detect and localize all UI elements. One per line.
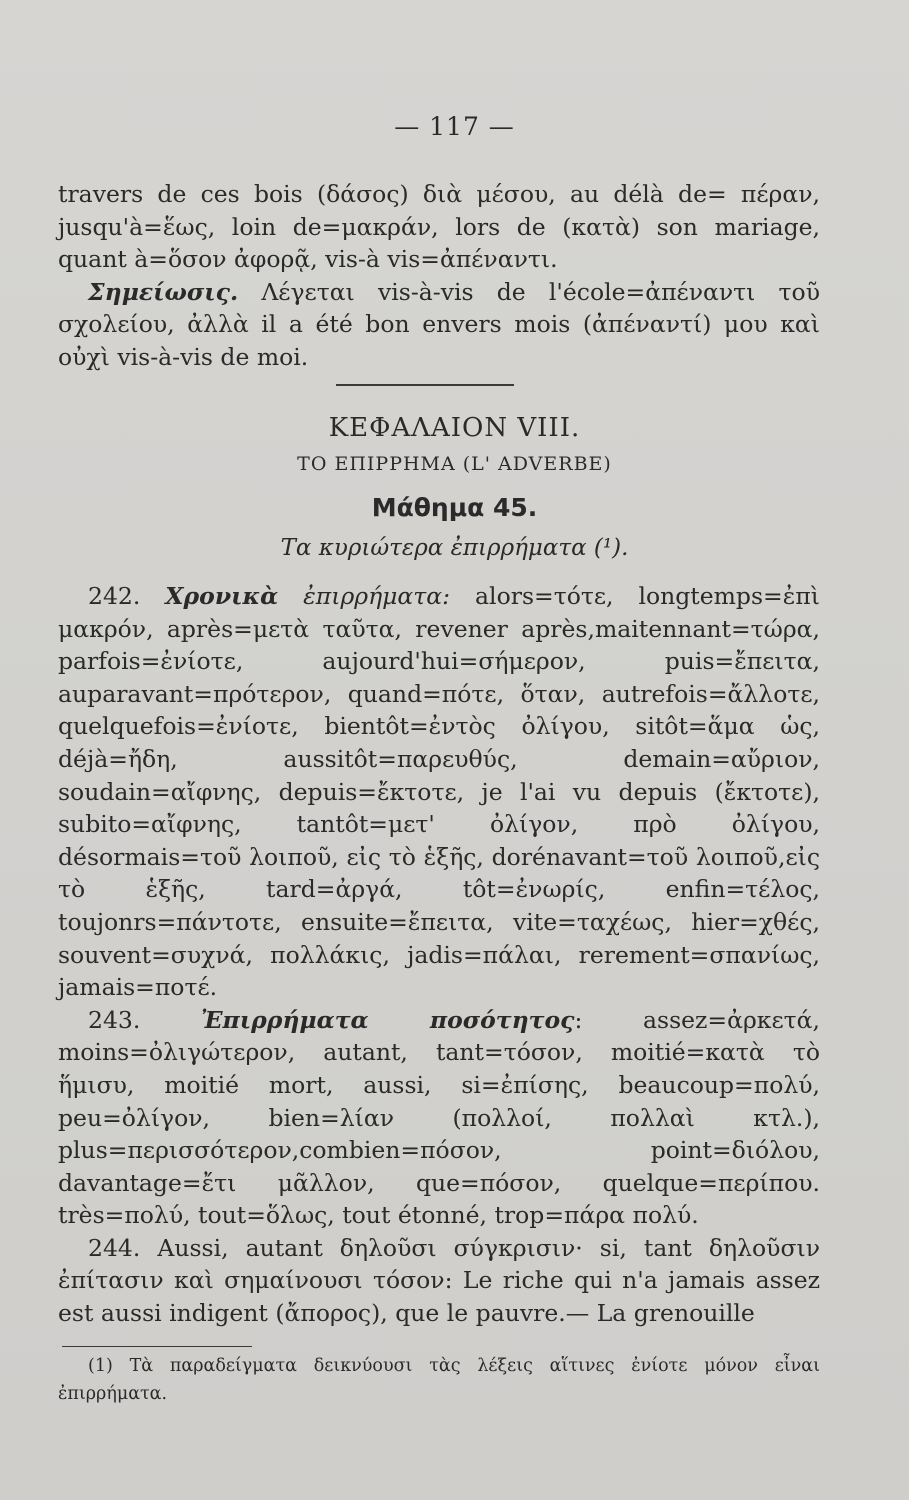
section-text: assez=ἀρκετά, moins=ὀλιγώτερον, autant, tant=τόσον, moitié=κατὰ τὸ ἥμισυ, moitié mort, aussi, si=ἐπίσης, beaucoup=πολύ, peu=ὀλίγον, bien=λίαν (πολλοί, πολλαὶ κτλ.), plus=περισσότερον,combien=πόσον, point=διόλου, davantage=ἔτι μᾶλλον, que=πόσον, quelque=περίπου. très=πολύ, tout=ὅλως, tout étonné, trop=πάρα πολύ. (58, 1005, 821, 1230)
note-paragraph (58, 276, 820, 374)
section-number: 242. (88, 582, 141, 610)
intro-paragraph: travers de ces bois (δάσος) διὰ μέσου, au délà de= πέραν, jusqu'à=ἕως, loin de=μακράν, lors de (κατὰ) son mariage, quant à=ὅσον ἀφορᾷ, vis-à vis=ἀπέναντι. (58, 180, 820, 274)
lesson-title: Μάθημα 45. (371, 493, 538, 522)
footnote-text: (1) Τὰ παραδείγματα δεικνύουσι τὰς λέξεις αἵτινες ἐνίοτε μόνον εἶναι ἐπιρρήματα. (58, 1356, 820, 1404)
section-243 (58, 1004, 820, 1232)
section-text: alors=τότε, longtemps=ἐπὶ μακρόν, après=μετὰ ταῦτα, revener après,maitennant=τώρα, parfois=ἐνίοτε, aujourd'hui=σήμερον, puis=ἔπειτα, auparavant=πρότερον, quand=πότε, ὅταν, autrefois=ἄλλοτε, quelquefois=ἐνίοτε, bientôt=ἐντὸς ὀλίγου, sitôt=ἅμα ὡς, déjà=ἤδη, aussitôt=παρευθύς, demain=αὔριον, soudain=αἴφνης, depuis=ἔκτοτε, je l'ai vu depuis (ἔκτοτε), subito=αἴφνης, tantôt=μετ' ὀλίγον, πρὸ ὀλίγου, désormais=τοῦ λοιποῦ, εἰς τὸ ἑξῆς, dorénavant=τοῦ λοιποῦ,εἰς τὸ ἑξῆς, tard=ἀργά, tôt=ἐνωρίς, enfin=τέλος, toujonrs=πάντοτε, ensuite=ἔπειτα, vite=ταχέως, hier=χθές, souvent=συχνά, πολλάκις, jadis=πάλαι, rerement=σπανίως, jamais=ποτέ. (58, 582, 820, 1002)
intro-text-block (58, 178, 820, 374)
chapter-title: ΚΕΦΑΛΑΙΟΝ VIII. (328, 413, 581, 443)
section-heading: Ἐπιρρήματα ποσότητος (200, 1005, 575, 1034)
section-244 (58, 1232, 820, 1330)
note-text: Λέγεται vis-à-vis de l'école=ἀπέναντι τοῦ σχολείου, ἀλλὰ il a été bon envers mois (ἀπέναντί) μου καὶ οὐχὶ vis-à-vis de moi. (58, 277, 820, 371)
section-text: Aussi, autant δηλοῦσι σύγκρισιν· si, tant δηλοῦσιν ἐπίτασιν καὶ σημαίνουσι τόσον: Le riche qui n'a jamais assez est aussi indigent (ἄπορος), que le pauvre.— La grenouille (58, 1233, 820, 1328)
section-number: 244. (88, 1233, 141, 1262)
page-number: — 117 — (394, 112, 515, 141)
section-number: 243. (88, 1005, 141, 1034)
section-divider (336, 384, 514, 386)
lesson-subtitle: Τα κυριώτερα ἐπιρρήματα (¹). (280, 535, 629, 561)
footnote (58, 1352, 820, 1408)
section-242 (58, 580, 820, 1004)
chapter-subtitle: ΤΟ ΕΠΙΡΡΗΜΑ (L' ADVERBE) (297, 453, 612, 475)
footnote-divider (62, 1346, 252, 1347)
section-heading: Χρονικὰ (165, 582, 279, 610)
main-text-block (58, 580, 820, 1330)
section-heading-rest: : (574, 1005, 583, 1034)
section-heading-rest: ἐπιρρήματα: (278, 582, 451, 610)
note-label: Σημείωσις. (88, 277, 239, 306)
